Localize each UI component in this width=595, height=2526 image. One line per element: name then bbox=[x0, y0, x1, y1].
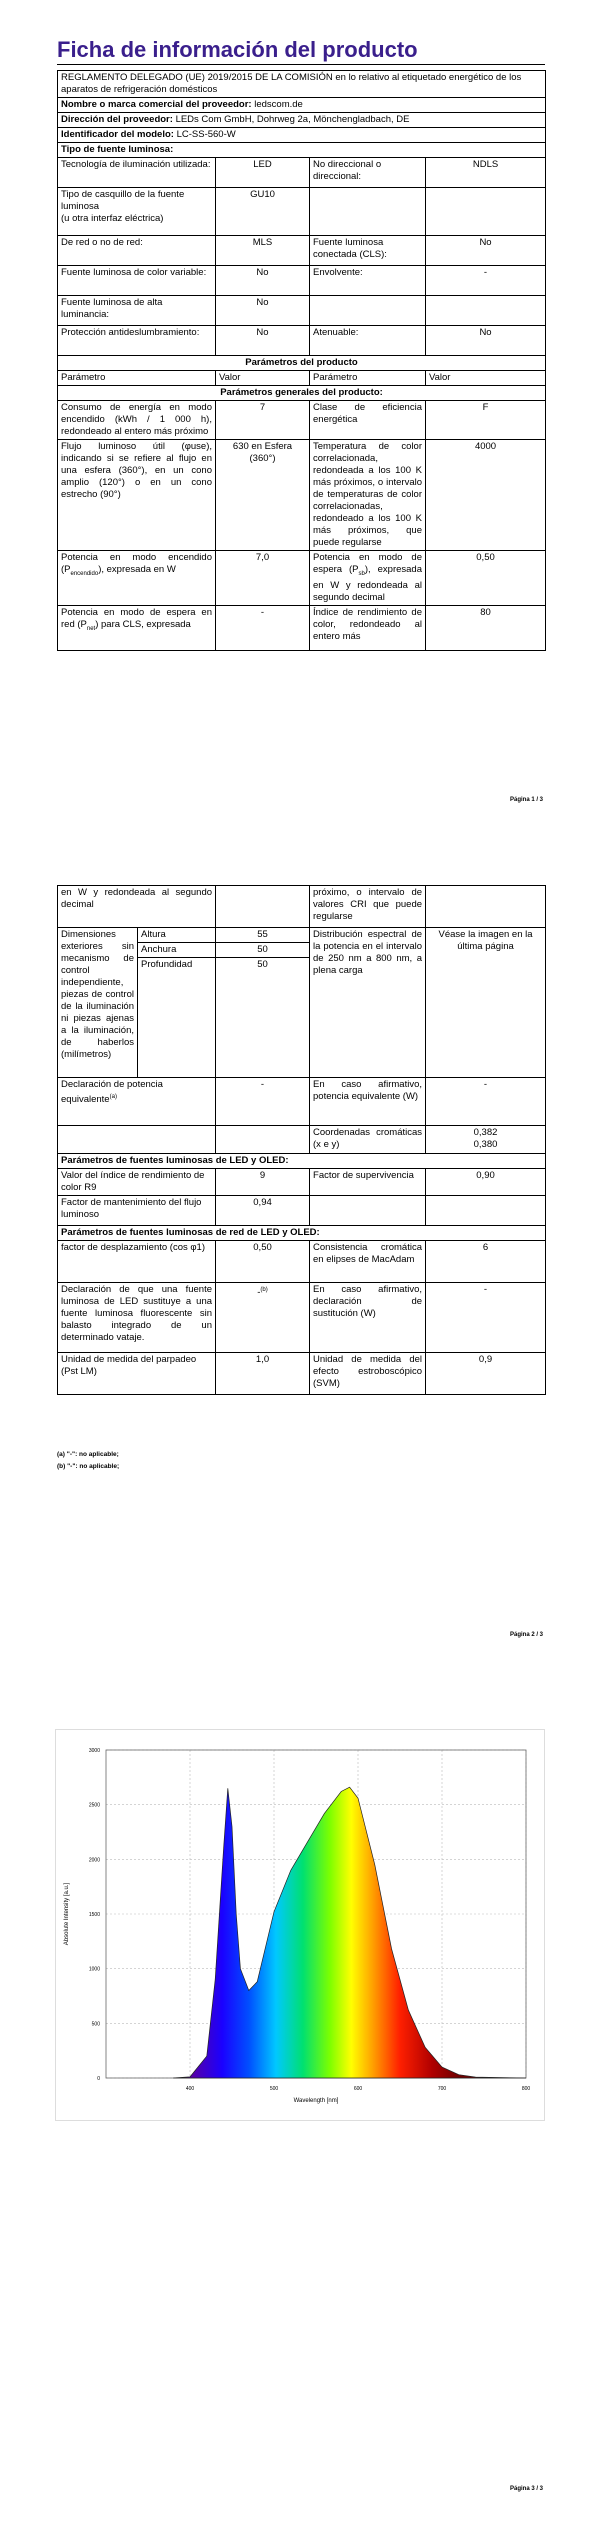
color-cons-label: Consistencia cromática en elipses de MacAdam bbox=[310, 1241, 426, 1283]
params-header: Parámetros del producto bbox=[58, 356, 546, 371]
antiglare-value: No bbox=[216, 326, 310, 356]
model-label: Identificador del modelo: bbox=[61, 129, 174, 140]
supplier-name: ledscom.de bbox=[254, 99, 303, 110]
page-1 bbox=[0, 0, 595, 842]
energy-value: 7 bbox=[216, 401, 310, 440]
x-tick-label: 700 bbox=[437, 2086, 447, 2092]
flux-value: 630 en Esfera (360°) bbox=[216, 440, 310, 551]
mains-label: De red o no de red: bbox=[58, 236, 216, 266]
supplier-address-row bbox=[58, 113, 546, 128]
eff-class-label: Clase de eficiencia energética bbox=[310, 401, 426, 440]
envelope-label: Envolvente: bbox=[310, 266, 426, 296]
dimmable-value: No bbox=[426, 326, 546, 356]
disp-label: factor de desplazamiento (cos φ1) bbox=[58, 1241, 216, 1283]
color-cons-value: 6 bbox=[426, 1241, 546, 1283]
equiv-label: Declaración de potencia equivalente$^{(a)}$ bbox=[58, 1078, 216, 1126]
col-value-2: Valor bbox=[426, 371, 546, 386]
cap-sublabel: (u otra interfaz eléctrica) bbox=[61, 213, 164, 224]
mains-value: MLS bbox=[216, 236, 310, 266]
high-lum-label: Fuente luminosa de alta luminancia: bbox=[58, 296, 216, 326]
cri-value: 80 bbox=[426, 605, 546, 650]
replace-value: -$^{(b)}$ bbox=[216, 1283, 310, 1353]
flicker-value: 1,0 bbox=[216, 1353, 310, 1395]
supplier-address: LEDs Com GmbH, Dohrweg 2a, Mönchengladbach, DE bbox=[175, 114, 410, 125]
flicker-label: Unidad de medida del parpadeo (Pst LM) bbox=[58, 1353, 216, 1395]
pon-value: 7,0 bbox=[216, 551, 310, 606]
footnote-b: (b) "-": no aplicable; bbox=[57, 1463, 120, 1470]
tunable-label: Fuente luminosa de color variable: bbox=[58, 266, 216, 296]
cri-label: Índice de rendimiento de color, redondeado al entero más bbox=[310, 605, 426, 650]
equiv-w-value: - bbox=[426, 1078, 546, 1126]
cls-value: No bbox=[426, 236, 546, 266]
survival-label: Factor de supervivencia bbox=[310, 1169, 426, 1196]
cap-label-cell bbox=[58, 188, 216, 236]
cct-label: Temperatura de color correlacionada, redondeada a los 100 K más próximos, o intervalo de temperaturas de color correlacionadas, redondeado a los 100 K más próximos, que puede regularse bbox=[310, 440, 426, 551]
pnet-label: Potencia en modo de espera en red $(P_{net})$ para CLS, expresada bbox=[58, 605, 216, 650]
chroma-y: 0,380 bbox=[473, 1139, 498, 1150]
chroma-value bbox=[426, 1126, 546, 1154]
page-2 bbox=[0, 842, 595, 1684]
spd-value: Véase la imagen en la última página bbox=[426, 928, 546, 1078]
high-lum-value: No bbox=[216, 296, 310, 326]
document-title: Ficha de información del producto bbox=[57, 36, 545, 65]
pnet-label-cont: en W y redondeada al segundo decimal bbox=[58, 886, 216, 928]
chroma-label: Coordenadas cromáticas (x e y) bbox=[310, 1126, 426, 1154]
cls-label: Fuente luminosa conectada (CLS): bbox=[310, 236, 426, 266]
y-tick-label: 2500 bbox=[88, 1802, 100, 1809]
replace-w-value: - bbox=[426, 1283, 546, 1353]
y-tick-label: 1500 bbox=[88, 1912, 100, 1918]
spd-label: Distribución espectral de la potencia en el intervalo de 250 nm a 800 nm, a plena carga bbox=[310, 928, 426, 1078]
width-label: Anchura bbox=[138, 943, 216, 958]
cap-value: GU10 bbox=[216, 188, 310, 236]
width-value: 50 bbox=[216, 943, 310, 958]
replace-label: Declaración de que una fuente luminosa de LED sustituye a una fuente luminosa fluorescente sin balasto integrado de un determinado vataje. bbox=[58, 1283, 216, 1353]
y-tick-label: 1000 bbox=[88, 1966, 100, 1973]
page-3-footer: Página 3 / 3 bbox=[509, 2486, 543, 2492]
footnote-a: (a) "-": no aplicable; bbox=[57, 1451, 119, 1458]
chroma-x: 0,382 bbox=[473, 1127, 498, 1138]
regulation-text: REGLAMENTO DELEGADO (UE) 2019/2015 DE LA COMISIÓN en lo relativo al etiquetado energético de los aparatos de refrigeración domésticos bbox=[58, 71, 546, 98]
lumen-maint-label: Factor de mantenimiento del flujo luminoso bbox=[58, 1196, 216, 1226]
replace-w-label: En caso afirmativo, declaración de sustitución (W) bbox=[310, 1283, 426, 1353]
cri-label-cont: próximo, o intervalo de valores CRI que puede regularse bbox=[310, 886, 426, 928]
cct-value: 4000 bbox=[426, 440, 546, 551]
equiv-w-label: En caso afirmativo, potencia equivalente (W) bbox=[310, 1078, 426, 1126]
col-param-1: Parámetro bbox=[58, 371, 216, 386]
x-axis-label: Wavelength [nm] bbox=[293, 2098, 339, 2104]
product-info-table-p2 bbox=[57, 885, 546, 1395]
eff-class-value: F bbox=[426, 401, 546, 440]
y-tick-label: 2000 bbox=[88, 1857, 100, 1864]
dimmable-label: Atenuable: bbox=[310, 326, 426, 356]
supplier-address-label: Dirección del proveedor: bbox=[61, 114, 173, 125]
general-params-header: Parámetros generales del producto: bbox=[58, 386, 546, 401]
tech-value: LED bbox=[216, 158, 310, 188]
antiglare-label: Protección antideslumbramiento: bbox=[58, 326, 216, 356]
footnotes bbox=[57, 1449, 119, 1473]
x-tick-label: 500 bbox=[269, 2086, 279, 2092]
depth-value: 50 bbox=[216, 958, 310, 1078]
col-value-1: Valor bbox=[216, 371, 310, 386]
r9-label: Valor del índice de rendimiento de color R9 bbox=[58, 1169, 216, 1196]
nondir-label: No direccional o direccional: bbox=[310, 158, 426, 188]
disp-value: 0,50 bbox=[216, 1241, 310, 1283]
flux-label: Flujo luminoso útil (φuse), indicando si se refiere al flujo en una esfera (360°), en un cono amplio (120°) o en un cono estrecho (90°) bbox=[58, 440, 216, 551]
svm-value: 0,9 bbox=[426, 1353, 546, 1395]
psb-label: Potencia en modo de espera $(P_{sb})$, expresada en W y redondeada al segundo decimal bbox=[310, 551, 426, 606]
y-tick-label: 3000 bbox=[88, 1748, 100, 1754]
x-tick-label: 600 bbox=[353, 2086, 363, 2092]
psb-value: 0,50 bbox=[426, 551, 546, 606]
pon-label: Potencia en modo encendido $(P_{encendido})$, expresada en W bbox=[58, 551, 216, 606]
height-label: Altura bbox=[138, 928, 216, 943]
page-2-footer: Página 2 / 3 bbox=[509, 1632, 543, 1638]
spectral-chart bbox=[55, 1729, 545, 2121]
nondir-value: NDLS bbox=[426, 158, 546, 188]
product-info-table-p1 bbox=[57, 70, 546, 651]
spectral-chart-svg bbox=[56, 1730, 544, 2120]
tunable-value: No bbox=[216, 266, 310, 296]
equiv-value: - bbox=[216, 1078, 310, 1126]
pnet-value: - bbox=[216, 605, 310, 650]
energy-label: Consumo de energía en modo encendido (kWh / 1 000 h), redondeado al entero más próximo bbox=[58, 401, 216, 440]
col-param-2: Parámetro bbox=[310, 371, 426, 386]
cap-label: Tipo de casquillo de la fuente luminosa bbox=[61, 189, 185, 212]
supplier-name-label: Nombre o marca comercial del proveedor: bbox=[61, 99, 252, 110]
spectrum-area bbox=[173, 1787, 526, 2078]
dims-label: Dimensiones exteriores sin mecanismo de control independiente, piezas de control de la iluminación ni piezas ajenas a la iluminación, de haberlos (milímetros) bbox=[58, 928, 138, 1078]
led-params-header: Parámetros de fuentes luminosas de LED y OLED: bbox=[58, 1154, 546, 1169]
supplier-name-row bbox=[58, 98, 546, 113]
survival-value: 0,90 bbox=[426, 1169, 546, 1196]
page-1-footer: Página 1 / 3 bbox=[509, 797, 543, 803]
envelope-value: - bbox=[426, 266, 546, 296]
height-value: 55 bbox=[216, 928, 310, 943]
depth-label: Profundidad bbox=[138, 958, 216, 1078]
tech-label: Tecnología de iluminación utilizada: bbox=[58, 158, 216, 188]
r9-value: 9 bbox=[216, 1169, 310, 1196]
model-row bbox=[58, 128, 546, 143]
y-axis-label: Absolute Intensity [a.u.] bbox=[64, 1882, 70, 1946]
led-mains-params-header: Parámetros de fuentes luminosas de red de LED y OLED: bbox=[58, 1226, 546, 1241]
y-tick-label: 0 bbox=[97, 2076, 100, 2082]
y-tick-label: 500 bbox=[91, 2021, 100, 2028]
x-tick-label: 800 bbox=[521, 2086, 531, 2092]
lumen-maint-value: 0,94 bbox=[216, 1196, 310, 1226]
model-id: LC-SS-560-W bbox=[176, 129, 236, 140]
svm-label: Unidad de medida del efecto estroboscópico (SVM) bbox=[310, 1353, 426, 1395]
light-source-type-heading: Tipo de fuente luminosa: bbox=[58, 143, 546, 158]
x-tick-label: 400 bbox=[185, 2086, 195, 2092]
